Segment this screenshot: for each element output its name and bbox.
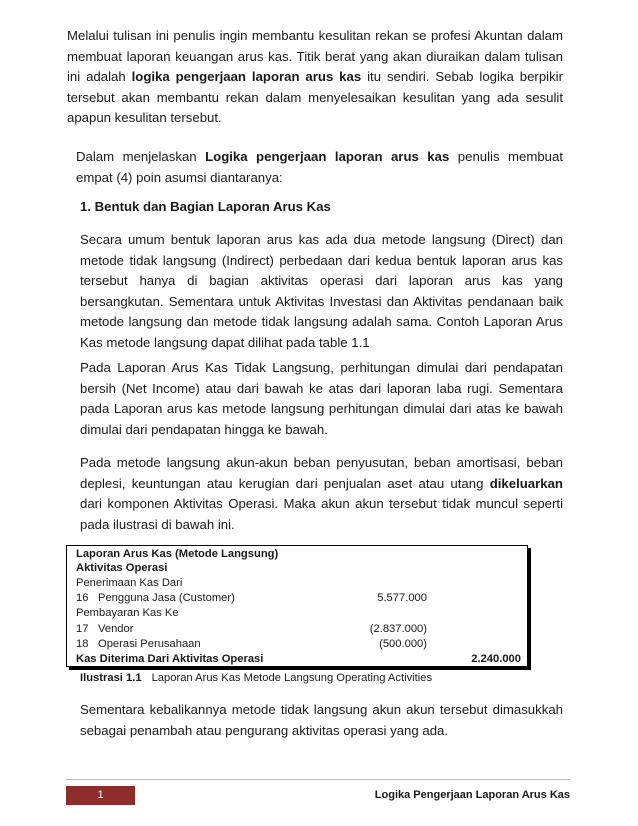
- page-number-badge: [66, 786, 135, 805]
- table-row-value: (2.837.000): [369, 623, 427, 635]
- intro-paragraph: Melalui tulisan ini penulis ingin membantu kesulitan rekan se profesi Akuntan dalam membuat laporan keuangan arus kas. Titik berat yang akan diuraikan dalam tulisan ini adalah logika pengerjaan laporan arus kas itu sendiri. Sebab logika berpikir tersebut akan membantu rekan dalam menyelesaikan kesulitan yang ada sesulit apapun kesulitan tersebut.: [67, 28, 564, 126]
- table-row: 16 Pengguna Jasa (Customer): [76, 592, 235, 604]
- table-row: 18 Operasi Perusahaan: [76, 638, 201, 650]
- table-section: Aktivitas Operasi: [76, 562, 168, 574]
- assumption-paragraph: Dalam menjelaskan Logika pengerjaan laporan arus kas penulis membuat empat (4) poin asumsi diantaranya:: [76, 149, 564, 185]
- emphasis-text: logika pengerjaan laporan arus kas: [131, 69, 362, 85]
- caption-label: Ilustrasi 1.1: [80, 672, 142, 684]
- emphasis-text: dikeluarkan: [489, 475, 563, 491]
- table-total-label: Kas Diterima Dari Aktivitas Operasi: [76, 653, 264, 665]
- paragraph-methods: Secara umum bentuk laporan arus kas ada dua metode langsung (Direct) dan metode tidak langsung (Indirect) perbedaan dari kedua bentuk laporan arus kas tersebut hanya di bagian aktivitas operasi dari laporan arus kas yang bersangkutan. Sementara untuk Aktivitas Investasi dan Aktivitas pendanaan baik metode langsung dan metode tidak langsung adalah sama. Contoh Laporan Arus Kas metode langsung dapat dilihat pada table 1.1: [80, 232, 563, 350]
- table-row: 17 Vendor: [76, 623, 134, 635]
- section-heading: 1. Bentuk dan Bagian Laporan Arus Kas: [80, 199, 331, 214]
- table-title: Laporan Arus Kas (Metode Langsung): [76, 548, 279, 560]
- paragraph-direct: Pada metode langsung akun-akun beban penyusutan, beban amortisasi, beban deplesi, keuntungan atau kerugian dari penjualan aset atau utang dikeluarkan dari komponen Aktivitas Operasi. Maka akun akun tersebut tidak muncul seperti pada ilustrasi di bawah ini.: [80, 455, 563, 532]
- page-number: 1: [97, 789, 104, 801]
- footer-title: Logika Pengerjaan Laporan Arus Kas: [374, 789, 570, 801]
- table-total-value: 2.240.000: [471, 653, 521, 665]
- receipts-header: Penerimaan Kas Dari: [76, 577, 183, 589]
- table-row-value: (500.000): [379, 638, 427, 650]
- closing-paragraph: Sementara kebalikannya metode tidak langsung akun akun tersebut dimasukkah sebagai penambah atau pengurang aktivitas operasi yang ada.: [80, 702, 563, 738]
- cash-flow-table: [66, 545, 528, 667]
- footer-divider: [66, 779, 570, 780]
- figure-caption: [80, 672, 432, 684]
- paragraph-indirect: Pada Laporan Arus Kas Tidak Langsung, perhitungan dimulai dari pendapatan bersih (Net Income) atau dari bawah ke atas dari laporan laba rugi. Sementara pada Laporan arus kas metode langsung perhitungan dimulai dari atas ke bawah dimulai dari pendapatan hingga ke bawah.: [80, 360, 563, 437]
- table-row-value: 5.577.000: [377, 592, 427, 604]
- caption-text: Laporan Arus Kas Metode Langsung Operating Activities: [151, 672, 433, 684]
- emphasis-text: Logika pengerjaan laporan arus kas: [205, 149, 450, 164]
- payments-header: Pembayaran Kas Ke: [76, 607, 179, 619]
